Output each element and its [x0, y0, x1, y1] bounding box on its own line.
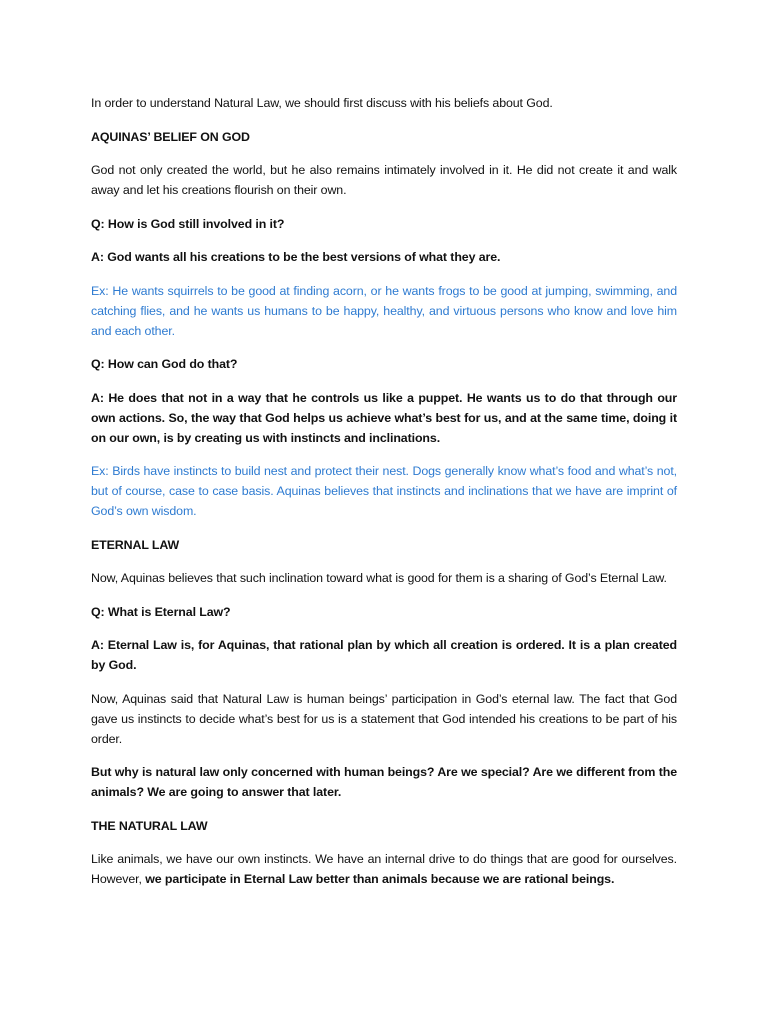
paragraph-why-human: But why is natural law only concerned with human beings? Are we special? Are we different from the animals? We are going to answer that later.: [91, 765, 677, 799]
heading-aquinas-belief: AQUINAS’ BELIEF ON GOD: [91, 129, 250, 144]
example-2: Ex: Birds have instincts to build nest and protect their nest. Dogs generally know what’s food and what’s not, but of course, case to case basis. Aquinas believes that instincts and inclinations that we have are imprint of God’s own wisdom.: [91, 464, 677, 518]
like-animals-bold-text: we participate in Eternal Law better than animals because we are rational beings.: [145, 872, 615, 886]
heading-natural-law: THE NATURAL LAW: [91, 818, 208, 833]
heading-eternal-law: ETERNAL LAW: [91, 537, 180, 552]
answer-3: A: Eternal Law is, for Aquinas, that rational plan by which all creation is ordered. It is a plan created by God.: [91, 638, 677, 672]
question-1: Q: How is God still involved in it?: [91, 216, 285, 231]
paragraph-like-animals: [91, 849, 677, 889]
paragraph-natural-law-participation: Now, Aquinas said that Natural Law is human beings’ participation in God’s eternal law. The fact that God gave us instincts to decide what’s best for us is a statement that God intended his creations to be part of his order.: [91, 691, 677, 746]
answer-1: A: God wants all his creations to be the best versions of what they are.: [91, 250, 501, 264]
question-2: Q: How can God do that?: [91, 357, 238, 371]
question-3: Q: What is Eternal Law?: [91, 604, 231, 619]
intro-paragraph: In order to understand Natural Law, we should first discuss with his beliefs about God.: [91, 96, 553, 110]
example-1: Ex: He wants squirrels to be good at finding acorn, or he wants frogs to be good at jumping, swimming, and catching flies, and he wants us humans to be happy, healthy, and virtuous persons who know and love him and each other.: [91, 283, 677, 338]
paragraph-god-created: God not only created the world, but he also remains intimately involved in it. He did not create it and walk away and let his creations flourish on their own.: [91, 163, 677, 197]
like-animals-text: Like animals, we have our own instincts. We have an internal drive to do things that are good for ourselves. However,: [91, 852, 677, 886]
paragraph-eternal-law: Now, Aquinas believes that such inclination toward what is good for them is a sharing of God’s Eternal Law.: [91, 571, 667, 585]
answer-2: A: He does that not in a way that he controls us like a puppet. He wants us to do that through our own actions. So, the way that God helps us achieve what’s best for us, and at the same time, doing it on our own, is by creating us with instincts and inclinations.: [91, 390, 677, 445]
